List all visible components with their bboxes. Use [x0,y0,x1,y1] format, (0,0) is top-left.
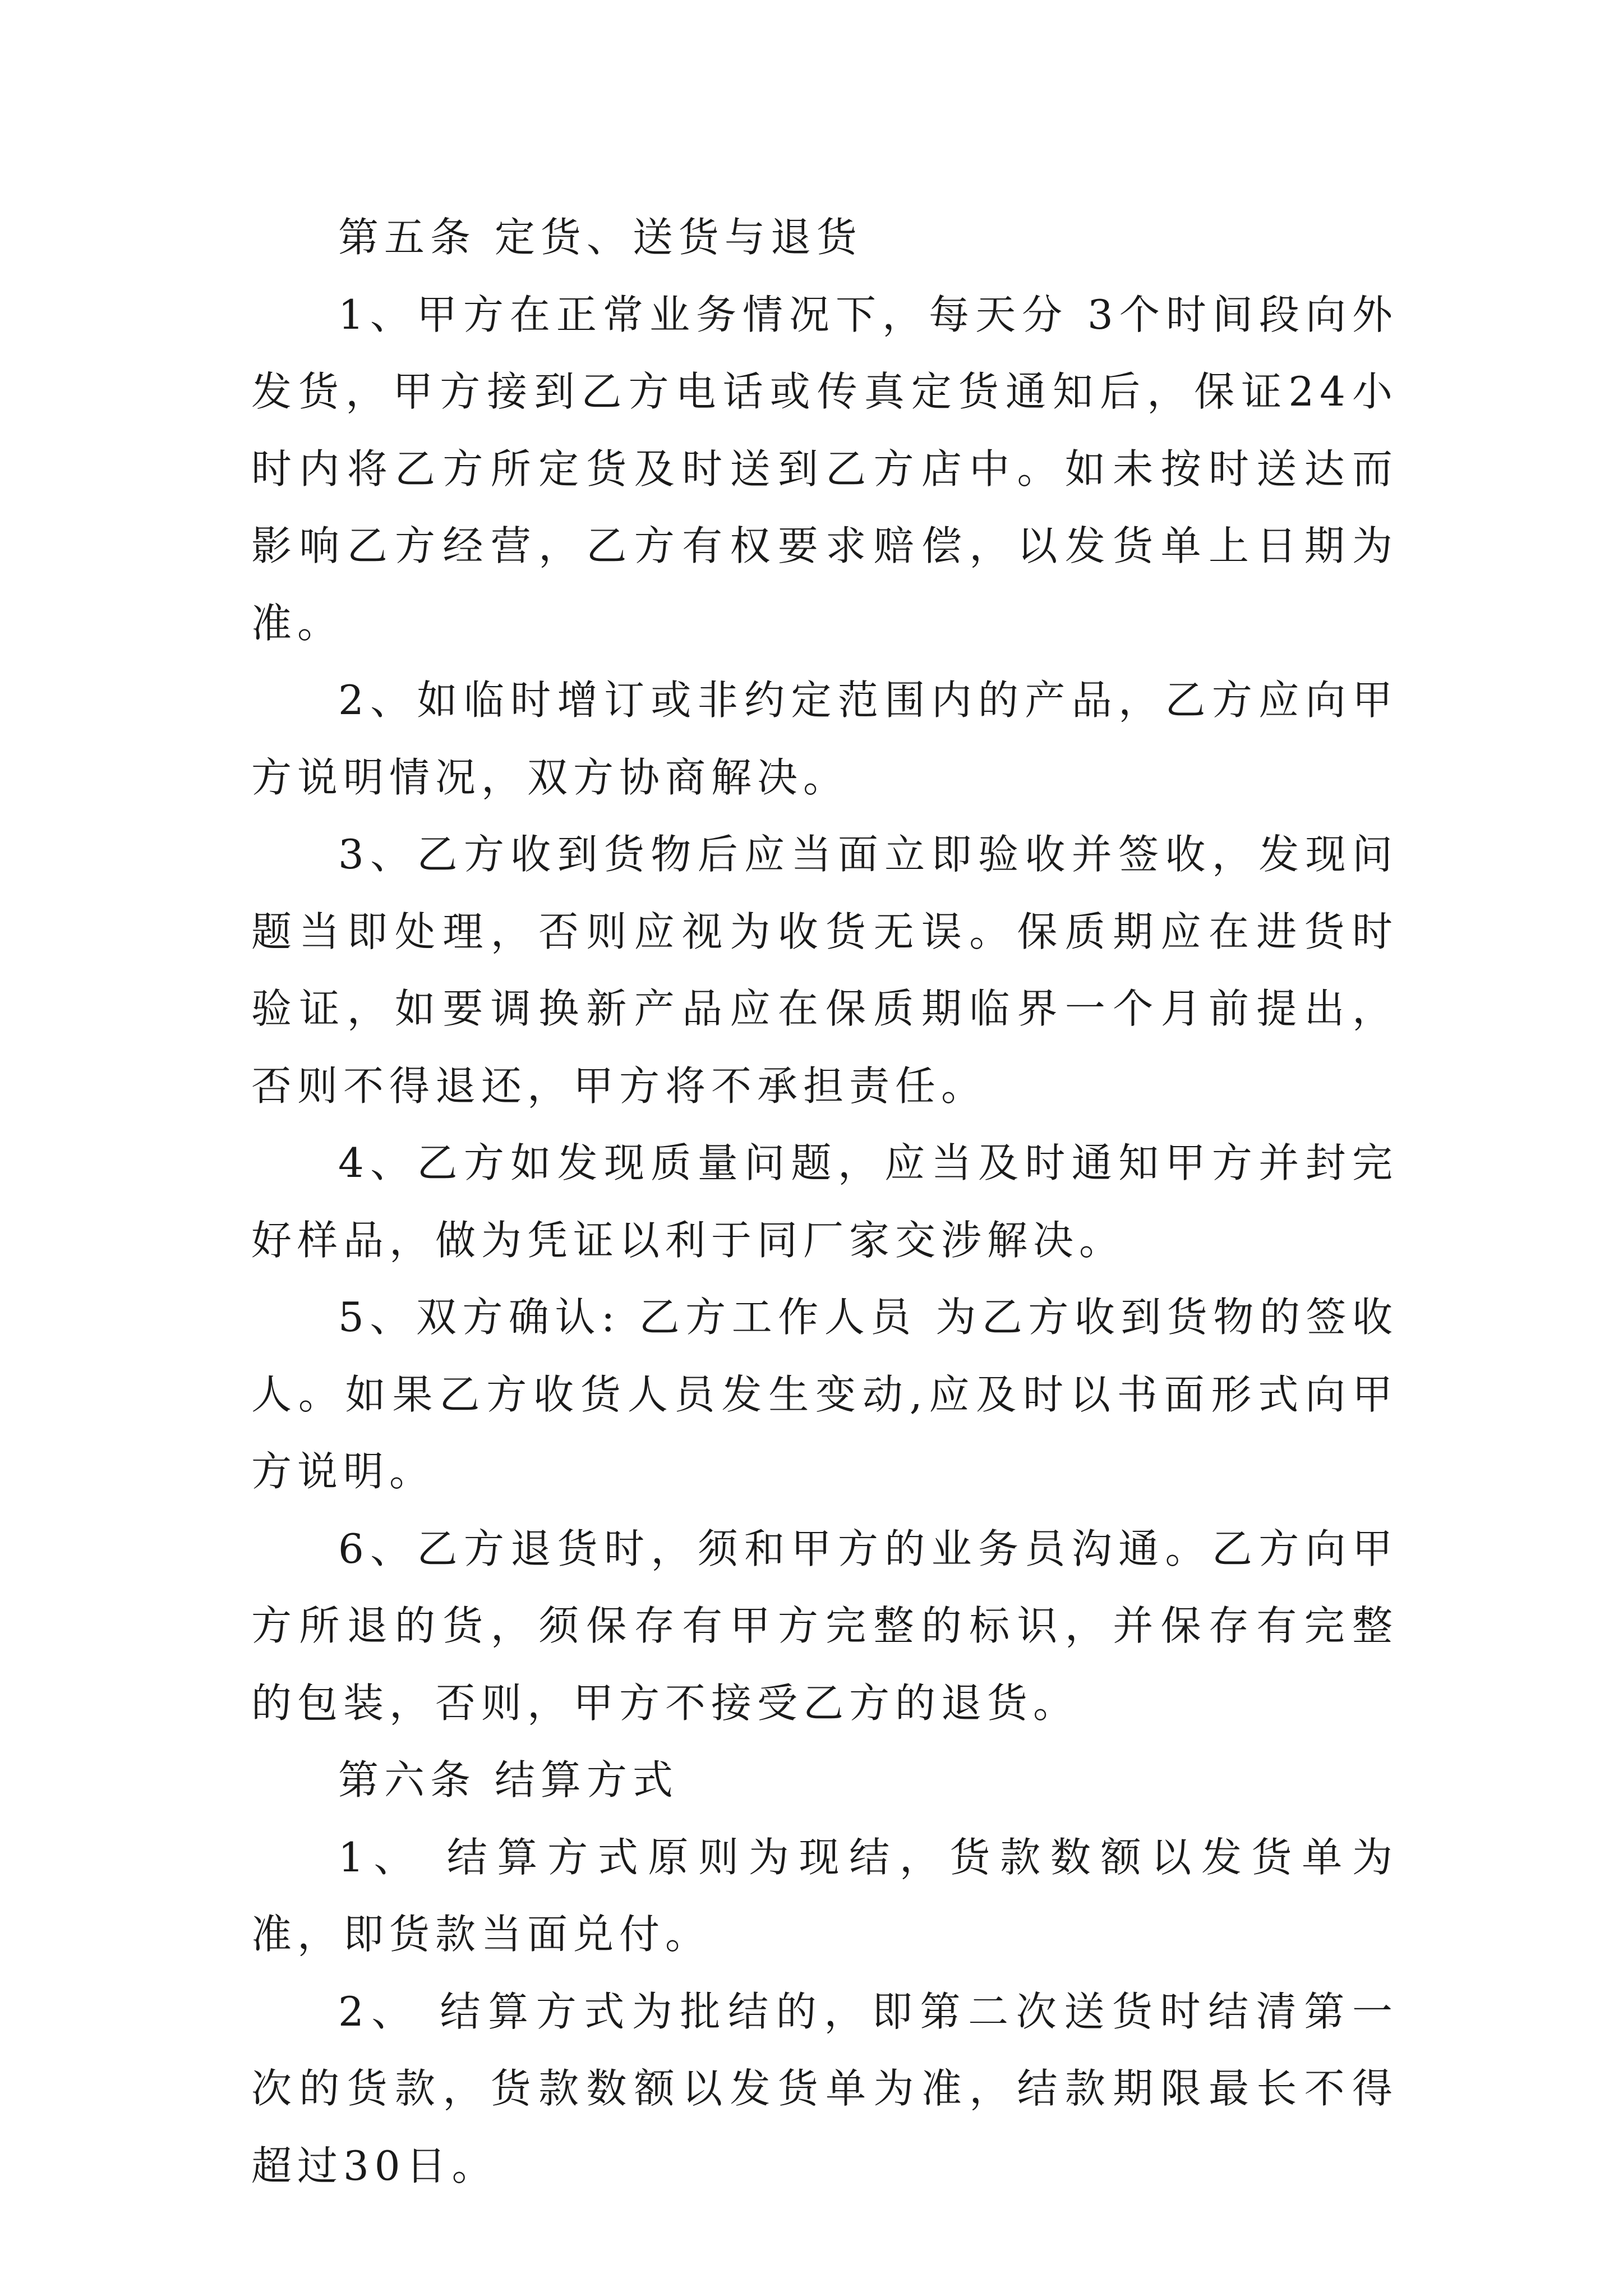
paragraph-6-2: 2、 结算方式为批结的，即第二次送货时结清第一次的货款，货款数额以发货单为准，结款期限最长不得超过30日。 [251,1987,1398,2189]
paragraph-6-1: 1、 结算方式原则为现结，货款数额以发货单为准，即货款当面兑付。 [251,1833,1398,1958]
paragraph-5-4: 4、乙方如发现质量问题，应当及时通知甲方并封完好样品，做为凭证以利于同厂家交涉解决。 [251,1139,1398,1264]
paragraph-5-2: 2、如临时增订或非约定范围内的产品，乙方应向甲方说明情况，双方协商解决。 [251,677,1398,801]
paragraph-5-5: 5、双方确认: 乙方工作人员 为乙方收到货物的签收人。如果乙方收货人员发生变动,应及时以书面形式向甲方说明。 [251,1294,1398,1495]
paragraph-5-6: 6、乙方退货时，须和甲方的业务员沟通。乙方向甲方所退的货，须保存有甲方完整的标识，并保存有完整的包装，否则，甲方不接受乙方的退货。 [251,1525,1398,1727]
paragraph-5-1: 1、甲方在正常业务情况下，每天分 3个时间段向外发货，甲方接到乙方电话或传真定货通知后，保证24小时内将乙方所定货及时送到乙方店中。如未按时送达而影响乙方经营，乙方有权要求赔偿，以发货单上日期为准。 [251,291,1398,647]
document-body [251,199,1398,2205]
section-heading-article-5: 第五条 定货、送货与退货 [338,214,863,261]
section-heading-article-6: 第六条 结算方式 [338,1756,679,1803]
paragraph-5-3: 3、乙方收到货物后应当面立即验收并签收，发现问题当即处理，否则应视为收货无误。保质期应在进货时验证，如要调换新产品应在保质期临界一个月前提出，否则不得退还，甲方将不承担责任。 [251,831,1398,1110]
